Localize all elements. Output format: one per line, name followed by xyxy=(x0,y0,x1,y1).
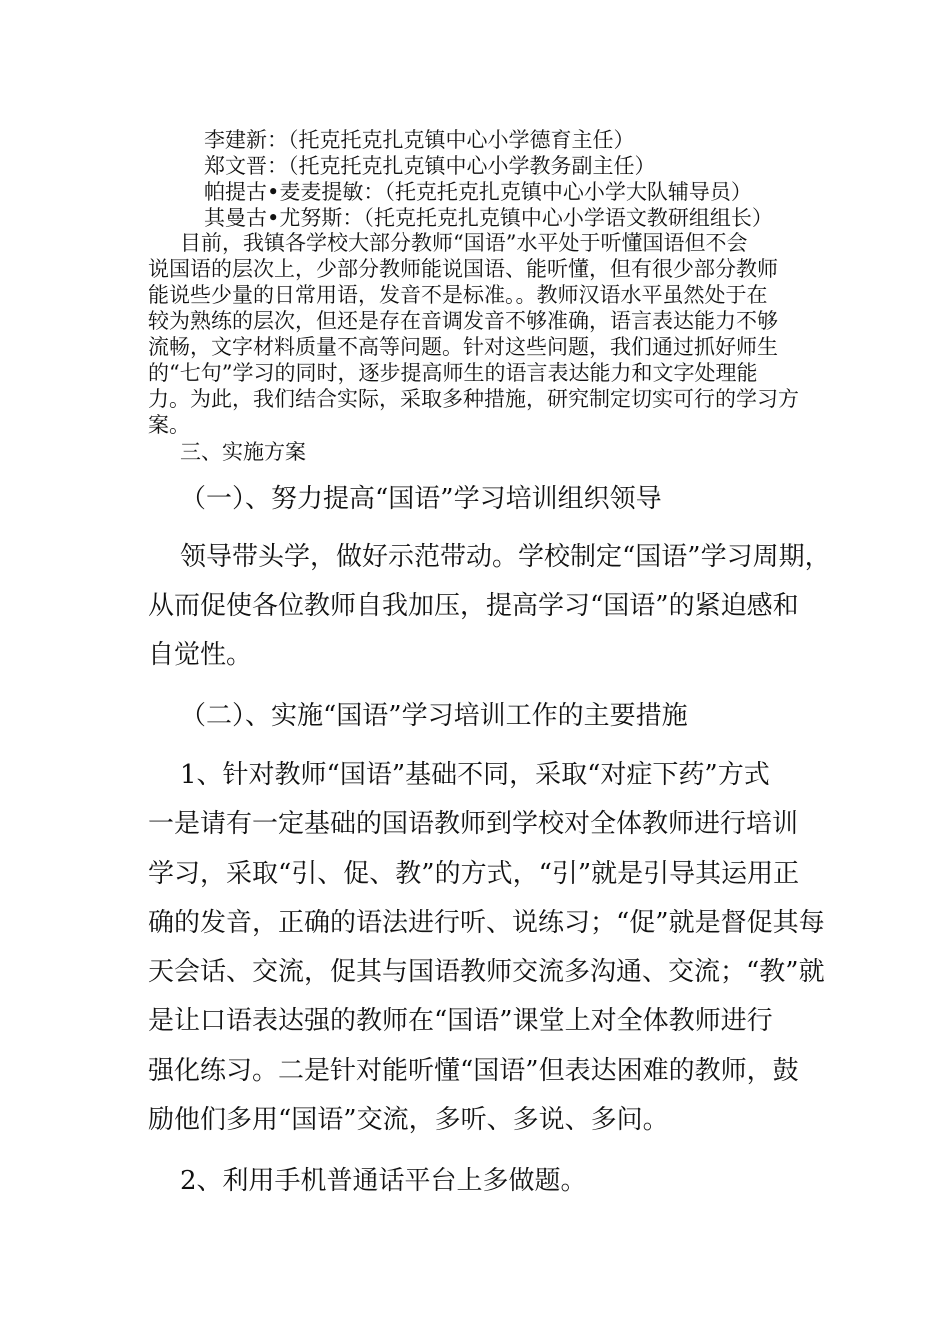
intro-line: 的“七句”学习的同时，逐步提高师生的语言表达能力和文字处理能 xyxy=(148,361,758,385)
subsection-heading: （二）、实施“国语”学习培训工作的主要措施 xyxy=(180,701,688,731)
paragraph-line: 自觉性。 xyxy=(148,640,253,670)
paragraph-line: 2、利用手机普通话平台上多做题。 xyxy=(180,1166,587,1196)
intro-line: 力。为此，我们结合实际，采取多种措施，研究制定切实可行的学习方 xyxy=(148,387,799,411)
paragraph-line: 励他们多用“国语”交流，多听、多说、多问。 xyxy=(148,1105,669,1135)
intro-line: 较为熟练的层次，但还是存在音调发音不够准确，语言表达能力不够 xyxy=(148,309,778,333)
paragraph-line: 确的发音，正确的语法进行听、说练习；“促”就是督促其每 xyxy=(148,908,825,938)
paragraph-line: 是让口语表达强的教师在“国语”课堂上对全体教师进行 xyxy=(148,1006,773,1036)
intro-line: 流畅，文字材料质量不高等问题。针对这些问题，我们通过抓好师生 xyxy=(148,335,778,359)
section-heading: 三、实施方案 xyxy=(180,440,306,464)
paragraph-line: 强化练习。二是针对能听懂“国语”但表达困难的教师，鼓 xyxy=(148,1056,799,1086)
paragraph-line: 1、针对教师“国语”基础不同，采取“对症下药”方式 xyxy=(180,760,770,790)
intro-line: 目前，我镇各学校大部分教师“国语”水平处于听懂国语但不会 xyxy=(180,231,748,255)
paragraph-line: 学习，采取“引、促、教”的方式，“引”就是引导其运用正 xyxy=(148,859,800,889)
paragraph-line: 天会话、交流，促其与国语教师交流多沟通、交流；“教”就 xyxy=(148,957,825,987)
paragraph-line: 从而促使各位教师自我加压，提高学习“国语”的紧迫感和 xyxy=(148,591,799,621)
intro-line: 案。 xyxy=(148,413,190,437)
staff-line: 帕提古•麦麦提敏：（托克托克扎克镇中心小学大队辅导员） xyxy=(204,180,752,204)
intro-line: 能说些少量的日常用语，发音不是标准。。教师汉语水平虽然处于在 xyxy=(148,283,768,307)
subsection-heading: （一）、努力提高“国语”学习培训组织领导 xyxy=(180,484,662,514)
staff-line: 郑文晋：（托克托克扎克镇中心小学教务副主任） xyxy=(204,154,656,178)
intro-line: 说国语的层次上，少部分教师能说国语、能听懂，但有很少部分教师 xyxy=(148,257,778,281)
paragraph-line: 领导带头学，做好示范带动。学校制定“国语”学习周期， xyxy=(180,542,831,572)
paragraph-line: 一是请有一定基础的国语教师到学校对全体教师进行培训 xyxy=(148,809,799,839)
staff-line: 李建新：（托克托克扎克镇中心小学德育主任） xyxy=(204,128,635,152)
staff-line: 其曼古•尤努斯：（托克托克扎克镇中心小学语文教研组组长） xyxy=(204,206,773,230)
